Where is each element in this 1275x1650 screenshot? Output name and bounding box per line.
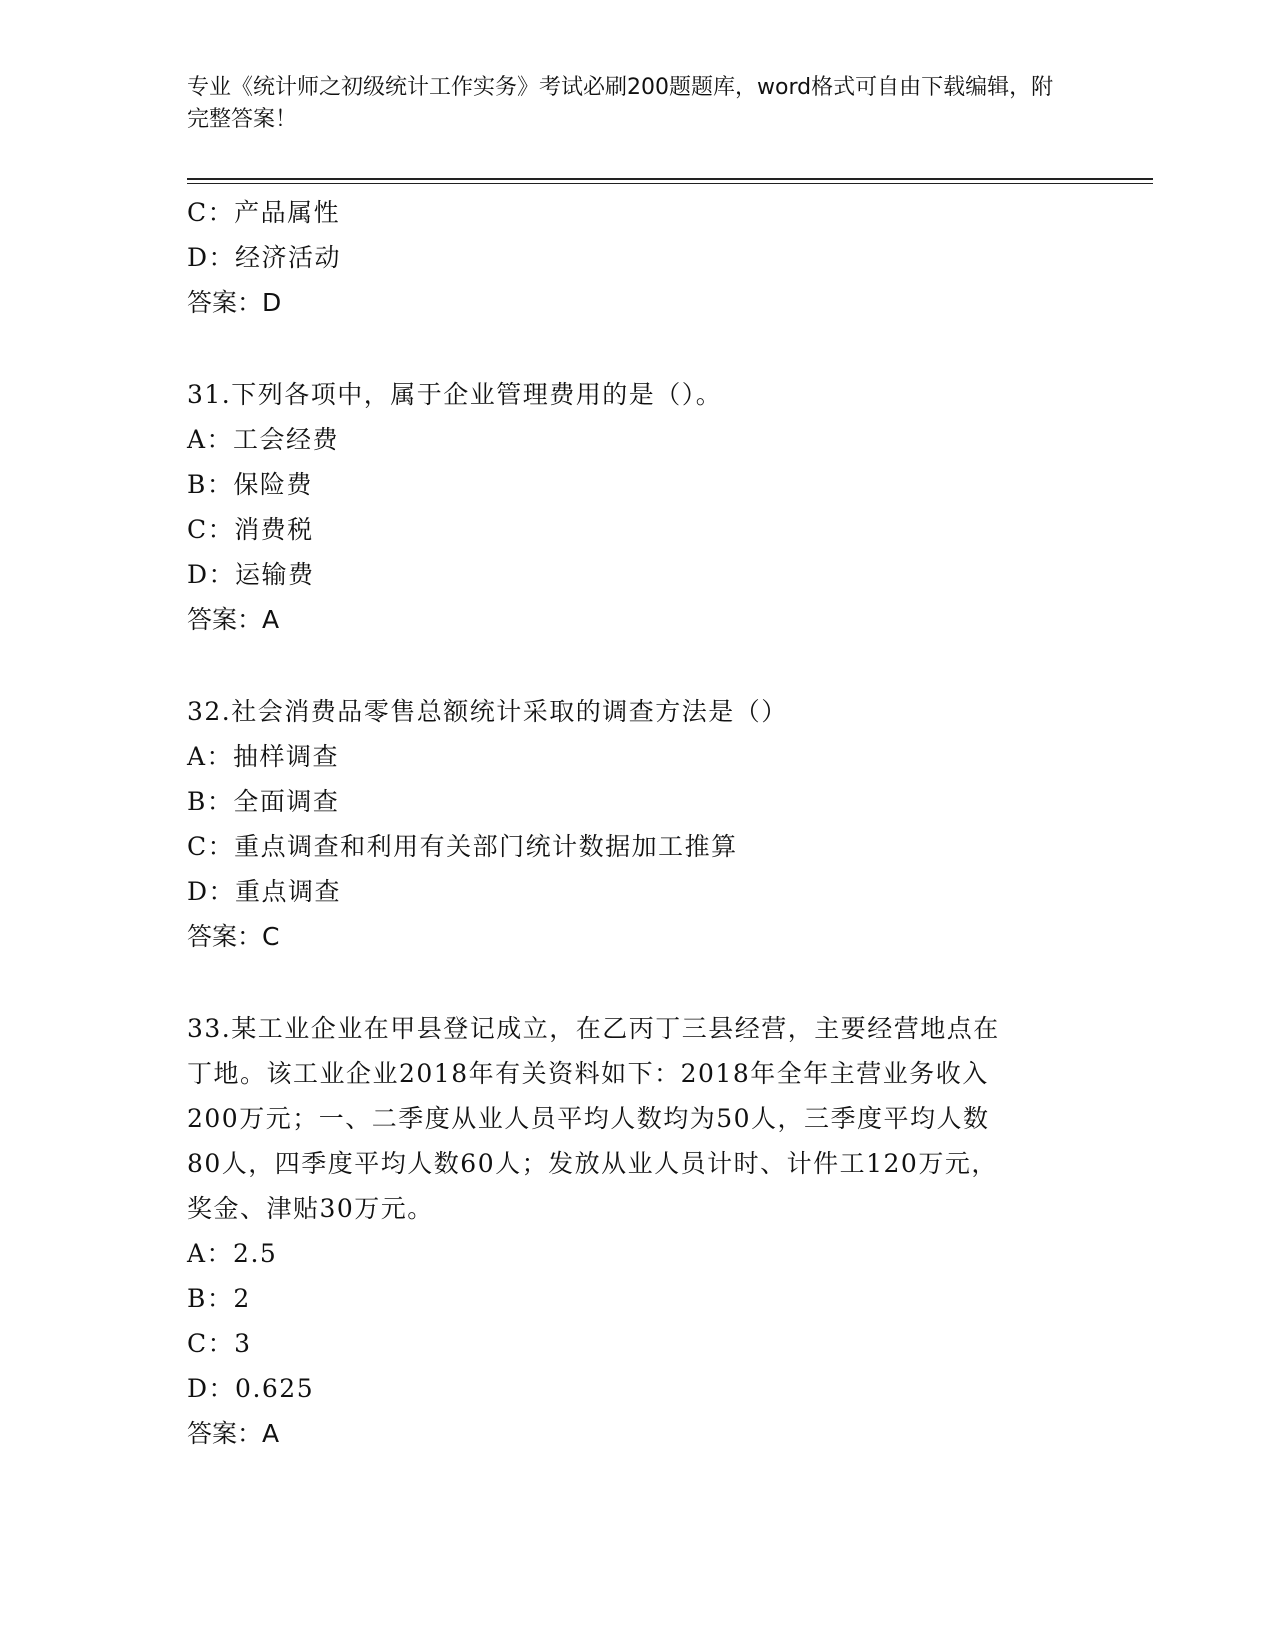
- option-c: C：3: [187, 1329, 252, 1358]
- option-c: C：重点调查和利用有关部门统计数据加工推算: [187, 832, 738, 861]
- answer-line: 答案：C: [187, 922, 280, 951]
- question-32: [187, 689, 1087, 959]
- answer-line: 答案：A: [187, 605, 280, 634]
- option-b: B：保险费: [187, 470, 313, 499]
- option-b: B：全面调查: [187, 787, 340, 816]
- option-d: D：运输费: [187, 560, 315, 589]
- question-31: [187, 372, 1087, 642]
- question-stem-line-5: 奖金、津贴30万元。: [187, 1194, 434, 1223]
- question-stem-line-4: 80人，四季度平均人数60人；发放从业人员计时、计件工120万元，: [187, 1149, 998, 1178]
- option-d: D：重点调查: [187, 877, 342, 906]
- header-rule-thick: [187, 178, 1153, 180]
- question-stem-line-1: 33.某工业企业在甲县登记成立，在乙丙丁三县经营，主要经营地点在: [187, 1014, 1000, 1043]
- option-a: A：2.5: [187, 1239, 278, 1268]
- option-c: C：产品属性: [187, 198, 341, 227]
- option-d: D：经济活动: [187, 243, 342, 272]
- question-stem: 31.下列各项中，属于企业管理费用的是（）。: [187, 380, 723, 409]
- question-stem-line-2: 丁地。该工业企业2018年有关资料如下：2018年全年主营业务收入: [187, 1059, 989, 1088]
- answer-line: 答案：D: [187, 288, 282, 317]
- option-d: D：0.625: [187, 1374, 315, 1403]
- document-header: 专业《统计师之初级统计工作实务》考试必刷200题题库，word格式可自由下载编辑，附完整答案！: [187, 75, 1054, 132]
- option-a: A：抽样调查: [187, 742, 340, 771]
- option-b: B：2: [187, 1284, 251, 1313]
- question-33: [187, 1006, 1087, 1456]
- question-continued: [187, 190, 1087, 325]
- option-c: C：消费税: [187, 515, 314, 544]
- option-a: A：工会经费: [187, 425, 340, 454]
- question-stem: 32.社会消费品零售总额统计采取的调查方法是（）: [187, 697, 788, 726]
- answer-line: 答案：A: [187, 1419, 280, 1448]
- question-stem-line-3: 200万元；一、二季度从业人员平均人数均为50人，三季度平均人数: [187, 1104, 990, 1133]
- header-rule-thin: [187, 183, 1153, 184]
- question-list: [187, 190, 1087, 1456]
